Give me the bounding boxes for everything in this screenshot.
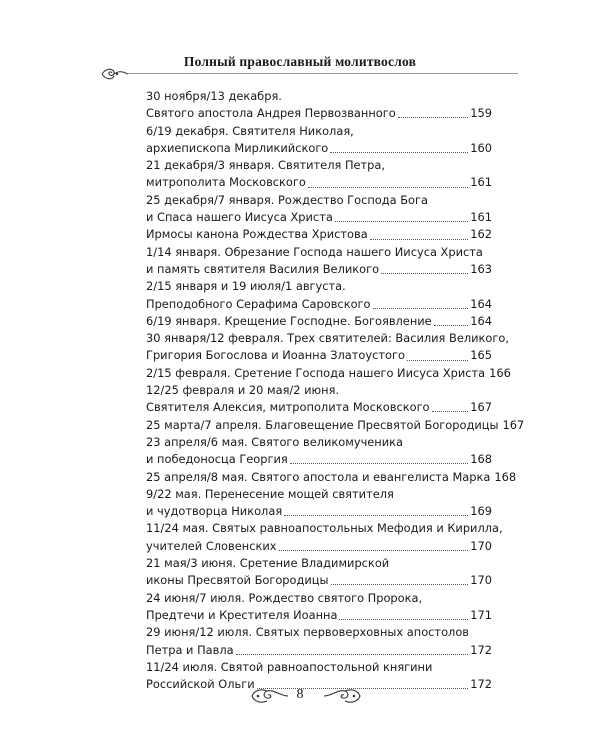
toc-entry: [146, 503, 492, 520]
toc-entry: [146, 347, 492, 364]
toc-entry-title: 2/15 февраля. Сретение Господа нашего Иисуса Христа: [146, 365, 486, 380]
toc-entry-heading: 23 апреля/6 мая. Святого великомученика: [146, 434, 404, 449]
toc-entry: [146, 451, 492, 468]
toc-entry: [146, 140, 492, 157]
page-number: 8: [296, 687, 304, 702]
running-header: Полный православный молитвослов: [183, 54, 417, 69]
toc-entry-title: архиепископа Мирликийского: [146, 140, 329, 155]
toc-entry-page: 170: [470, 573, 492, 588]
toc-entry-page: 166: [489, 365, 511, 380]
toc-entry-page: 168: [494, 469, 517, 484]
toc-entry-title: и победоносца Георгия: [146, 452, 288, 467]
toc-entry-heading: 30 января/12 февраля. Трех святителей: Василия Великого,: [146, 331, 509, 346]
toc-entry-heading: 1/14 января. Обрезание Господа нашего Иисуса Христа: [146, 244, 483, 259]
dot-leader: [381, 273, 468, 274]
toc-entry-title: Российской Ольги: [146, 677, 255, 692]
toc-entry-heading: 21 мая/3 июня. Сретение Владимирской: [146, 556, 390, 571]
toc-entry-heading: 9/22 мая. Перенесение мощей святителя: [146, 486, 394, 501]
toc-entry-heading: 12/25 февраля и 20 мая/2 июня.: [146, 383, 340, 398]
toc-entry-page: 164: [470, 313, 492, 328]
toc-entry: [146, 572, 492, 589]
dot-leader: [331, 584, 469, 585]
toc-entry-page: 169: [470, 504, 492, 519]
dot-leader: [434, 325, 469, 326]
toc-entry-page: 171: [470, 607, 492, 622]
toc-entry: [146, 607, 492, 624]
toc-entry-title: и память святителя Василия Великого: [146, 261, 380, 276]
toc-entry-page: 159: [470, 106, 492, 121]
toc-entry-title: иконы Пресвятой Богородицы: [146, 573, 329, 588]
toc-entry: [146, 642, 492, 659]
toc-entry: [146, 417, 525, 434]
toc-entry-title: 25 апреля/8 мая. Святого апостола и евангелиста Марка: [146, 469, 491, 484]
dot-leader: [339, 619, 468, 620]
toc-entry-heading: 30 ноября/13 декабря.: [146, 89, 282, 103]
toc-entry-heading: 24 июня/7 июля. Рождество святого Пророка,: [146, 590, 423, 605]
toc-entry-title: 6/19 января. Крещение Господне. Богоявление: [146, 313, 432, 328]
toc-entry: [146, 538, 492, 555]
toc-entry-page: 172: [470, 642, 492, 657]
dot-leader: [373, 308, 469, 309]
toc-entry-heading: 29 июня/12 июля. Святых первоверховных апостолов: [146, 625, 470, 640]
toc-entry: [146, 226, 492, 243]
toc-entry: [146, 209, 492, 226]
dot-leader: [290, 463, 469, 464]
toc-entry-title: Святителя Алексия, митрополита Московского: [146, 400, 430, 415]
toc-entry: [146, 296, 492, 313]
toc-entry-page: 167: [470, 400, 492, 415]
toc-entry-page: 164: [470, 296, 492, 311]
toc-entry-page: 172: [470, 677, 492, 692]
toc-entry-title: Преподобного Серафима Саровского: [146, 296, 371, 311]
toc-entry: [146, 365, 511, 382]
dot-leader: [330, 152, 468, 153]
toc-entry-title: учителей Словенских: [146, 538, 277, 553]
page-footer: [0, 685, 600, 709]
flourish-ornament-icon: [100, 66, 130, 82]
table-of-contents: [146, 88, 525, 693]
header-rule: [100, 66, 518, 82]
toc-entry-heading: 11/24 июля. Святой равноапостольной княгини: [146, 659, 433, 674]
toc-entry-page: 161: [470, 210, 492, 225]
toc-entry: [146, 313, 492, 330]
toc-entry-title: Предтечи и Крестителя Иоанна: [146, 607, 338, 622]
toc-entry-page: 167: [502, 417, 525, 432]
toc-entry-page: 168: [470, 452, 492, 467]
dot-leader: [398, 117, 469, 118]
dot-leader: [284, 515, 468, 516]
toc-entry-page: 165: [470, 348, 492, 363]
toc-entry-heading: 11/24 мая. Святых равноапостольных Мефодия и Кирилла,: [146, 521, 503, 536]
dot-leader: [279, 550, 469, 551]
dot-leader: [370, 239, 469, 240]
dot-leader: [308, 187, 468, 188]
toc-entry-heading: 21 декабря/3 января. Святителя Петра,: [146, 158, 385, 173]
toc-entry: [146, 105, 492, 122]
toc-entry: [146, 469, 517, 486]
toc-entry-title: Святого апостола Андрея Первозванного: [146, 106, 396, 121]
toc-entry-title: 25 марта/7 апреля. Благовещение Пресвятой Богородицы: [146, 417, 499, 432]
dot-leader: [407, 360, 468, 361]
toc-entry-page: 161: [470, 175, 492, 190]
toc-entry-title: Петра и Павла: [146, 642, 234, 657]
toc-entry-page: 162: [470, 227, 492, 242]
toc-entry-title: и Спаса нашего Иисуса Христа: [146, 210, 333, 225]
dot-leader: [236, 654, 469, 655]
toc-entry-page: 170: [470, 538, 492, 553]
dot-leader: [432, 411, 469, 412]
toc-entry-heading: 2/15 января и 19 июля/1 августа.: [146, 279, 346, 294]
toc-entry: [146, 399, 492, 416]
toc-entry-page: 160: [470, 140, 492, 155]
toc-entry-title: и чудотворца Николая: [146, 504, 283, 519]
right-flourish-icon: [322, 685, 362, 707]
toc-entry-heading: 25 декабря/7 января. Рождество Господа Бога: [146, 192, 428, 207]
toc-entry: [146, 261, 492, 278]
toc-entry-title: Григория Богослова и Иоанна Златоустого: [146, 348, 405, 363]
dot-leader: [335, 221, 468, 222]
toc-entry: [146, 174, 492, 191]
toc-entry-title: митрополита Московского: [146, 175, 306, 190]
toc-entry-title: Ирмосы канона Рождества Христова: [146, 227, 368, 242]
toc-entry-heading: 6/19 декабря. Святителя Николая,: [146, 123, 354, 138]
toc-entry-page: 163: [470, 261, 492, 276]
